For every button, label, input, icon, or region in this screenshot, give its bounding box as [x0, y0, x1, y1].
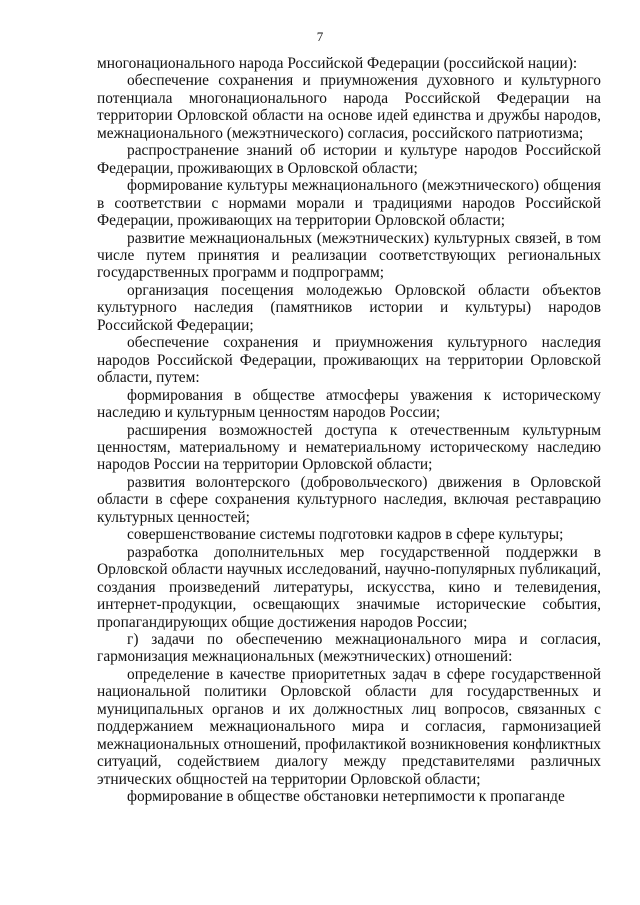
- paragraph: разработка дополнительных мер государственной поддержки в Орловской области научных исследований, научно-популярных публикаций, создания произведений литературы, искусства, кино и телевидения, интернет-продукции, освещающих значимые исторические события, пропагандирующих общие достижения народов России;: [97, 543, 601, 631]
- paragraph: формирования в обществе атмосферы уважения к историческому наследию и культурным ценностям народов России;: [97, 386, 601, 422]
- page-number: 7: [316, 29, 324, 44]
- paragraph: определение в качестве приоритетных задач в сфере государственной национальной политики Орловской области для государственных и муниципальных органов и их должностных лиц вопросов, связанных с поддержанием межнационального мира и согласия, гармонизацией межнациональных отношений, профилактикой возникновения конфликтных ситуаций, содействием диалогу между представителями различных этнических общностей на территории Орловской области;: [97, 665, 601, 788]
- paragraph: г) задачи по обеспечению межнационального мира и согласия, гармонизация межнациональных (межэтнических) отношений:: [97, 630, 601, 666]
- paragraph: многонационального народа Российской Федерации (российской нации):: [97, 55, 578, 72]
- paragraph: расширения возможностей доступа к отечественным культурным ценностям, материальному и нематериальному историческому наследию народов России на территории Орловской области;: [97, 421, 601, 474]
- paragraph: обеспечение сохранения и приумножения культурного наследия народов Российской Федерации, проживающих на территории Орловской области, путем:: [97, 334, 601, 387]
- paragraph: обеспечение сохранения и приумножения духовного и культурного потенциала многонационального народа Российской Федерации на территории Орловской области на основе идей единства и дружбы народов, межнационального (межэтнического) согласия, российского патриотизма;: [97, 72, 601, 142]
- paragraph: совершенствование системы подготовки кадров в сфере культуры;: [127, 526, 564, 544]
- paragraph: развития волонтерского (добровольческого) движения в Орловской области в сфере сохранения культурного наследия, включая реставрацию культурных ценностей;: [97, 473, 601, 526]
- paragraph: развитие межнациональных (межэтнических) культурных связей, в том числе путем принятия и реализации соответствующих региональных государственных программ и подпрограмм;: [97, 229, 601, 282]
- paragraph: распространение знаний об истории и культуре народов Российской Федерации, проживающих в Орловской области;: [97, 142, 601, 177]
- paragraph: формирование в обществе обстановки нетерпимости к пропаганде: [127, 788, 565, 806]
- paragraph: формирование культуры межнационального (межэтнического) общения в соответствии с нормами морали и традициями народов Российской Федерации, проживающих на территории Орловской области;: [97, 177, 601, 230]
- paragraph: организация посещения молодежью Орловской области объектов культурного наследия (памятников истории и культуры) народов Российской Федерации;: [97, 281, 601, 334]
- document-body: [97, 55, 601, 805]
